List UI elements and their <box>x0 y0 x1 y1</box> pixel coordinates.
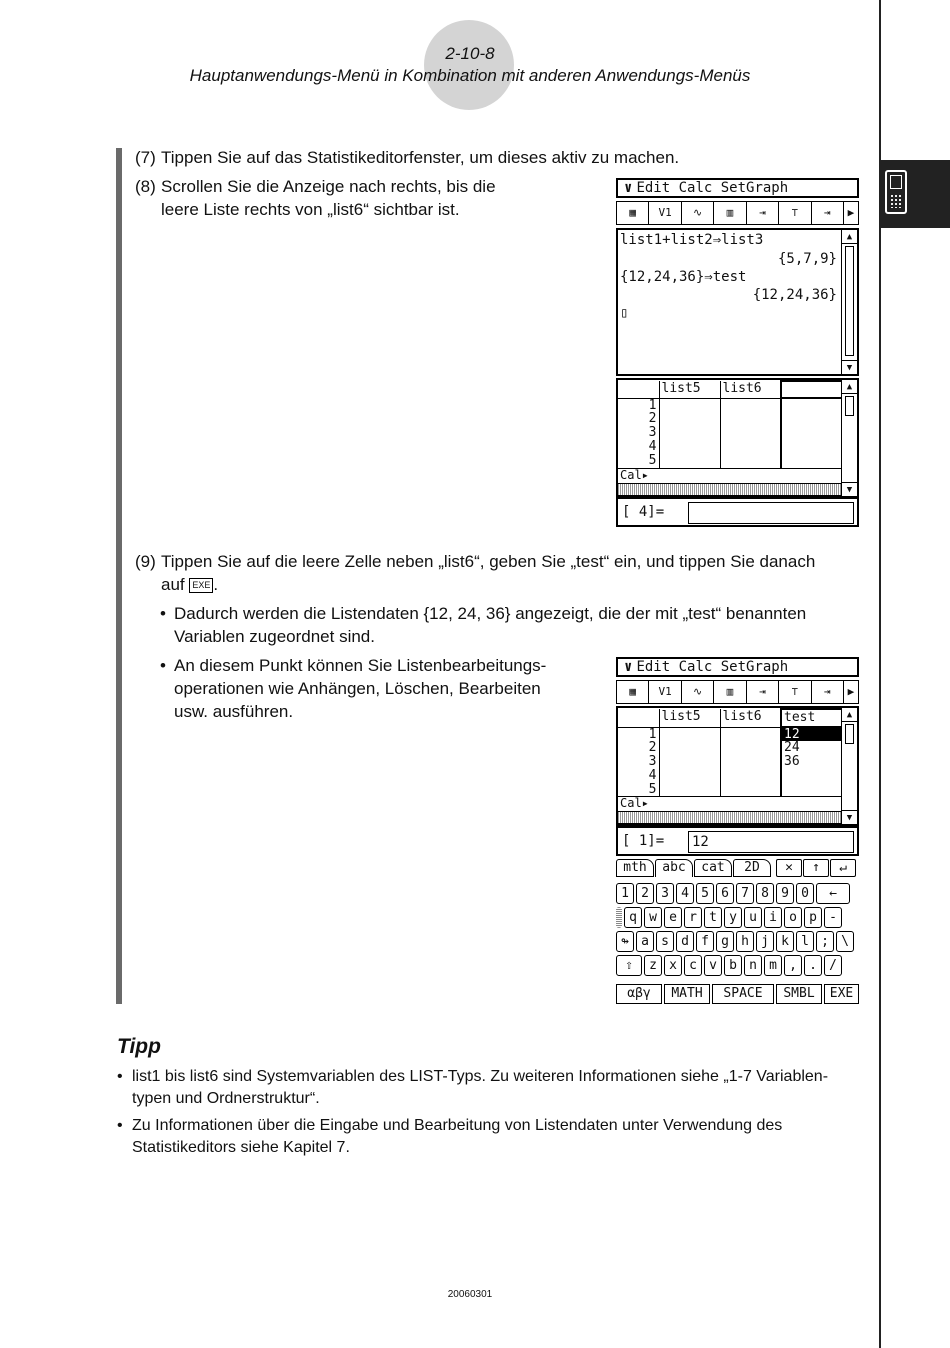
row-number: 1 <box>618 727 659 741</box>
key[interactable]: ↬ <box>616 931 634 952</box>
key[interactable]: q <box>624 907 642 928</box>
key[interactable]: v <box>704 955 722 976</box>
key[interactable]: 5 <box>696 883 714 904</box>
screen1-main-window[interactable] <box>616 228 859 376</box>
tip-2-line2: Statistikeditors siehe Kapitel 7. <box>132 1139 350 1156</box>
key-row-3 <box>616 931 856 952</box>
main-cursor: ▯ <box>620 305 629 321</box>
bullet-2-line2: operationen wie Anhängen, Löschen, Bearbeiten <box>174 679 541 698</box>
tab-abc[interactable]: abc <box>655 859 693 877</box>
step-8-number: (8) <box>135 177 156 196</box>
step-9-line1: Tippen Sie auf die leere Zelle neben „list6“, geben Sie „test“ ein, und tippen Sie danach <box>161 552 816 571</box>
menu-items[interactable]: Edit Calc SetGraph <box>636 659 789 675</box>
step-7-number: (7) <box>135 148 156 167</box>
space-key[interactable]: SPACE <box>712 984 774 1004</box>
key[interactable]: 0 <box>796 883 814 904</box>
exe-key[interactable]: EXE <box>824 984 859 1004</box>
test-cell[interactable]: 24 <box>781 741 842 755</box>
toolbar-conics-icon[interactable]: ∿ <box>682 202 714 224</box>
key[interactable]: 7 <box>736 883 754 904</box>
step-8-line1: Scrollen Sie die Anzeige nach rechts, bis die <box>161 177 496 196</box>
key[interactable]: 8 <box>756 883 774 904</box>
row-number: 5 <box>618 783 659 797</box>
screen2-toolbar <box>616 680 859 704</box>
row-number: 2 <box>618 741 659 755</box>
tip-heading: Tipp <box>117 1035 161 1058</box>
key[interactable]: a <box>636 931 654 952</box>
toolbar-graph-icon[interactable]: ▦ <box>617 202 649 224</box>
page-title: Hauptanwendungs-Menü in Kombination mit anderen Anwendungs-Menüs <box>189 66 751 85</box>
entry-cell-label: [ 1]= <box>622 833 665 849</box>
col-header-list6[interactable]: list6 <box>720 709 781 727</box>
key[interactable]: t <box>704 907 722 928</box>
stat-table <box>618 708 843 797</box>
footer-code: 20060301 <box>447 1289 493 1300</box>
screen1-toolbar <box>616 201 859 225</box>
col-header-list5[interactable]: list5 <box>659 381 720 398</box>
bullet-1-line2: Variablen zugeordnet sind. <box>174 627 375 646</box>
key[interactable]: p <box>804 907 822 928</box>
test-cell[interactable] <box>781 783 842 797</box>
stat-vscroll[interactable] <box>841 380 857 496</box>
screen2-entry-bar <box>616 826 859 856</box>
key[interactable]: k <box>776 931 794 952</box>
key[interactable]: 4 <box>676 883 694 904</box>
header-circle <box>424 20 514 110</box>
key[interactable]: h <box>736 931 754 952</box>
key-row-edge <box>616 907 622 928</box>
scroll-up-icon[interactable]: ▲ <box>842 380 857 394</box>
tip-2-bullet: • <box>117 1117 123 1134</box>
scroll-down-icon[interactable]: ▼ <box>842 360 857 374</box>
toolbar-more-icon[interactable]: ▶ <box>847 206 855 219</box>
key[interactable]: o <box>784 907 802 928</box>
key[interactable]: e <box>664 907 682 928</box>
col-header-list5[interactable]: list5 <box>659 709 720 727</box>
test-cell[interactable]: 36 <box>781 755 842 769</box>
step-9-line2 <box>161 573 218 596</box>
step-9-number: (9) <box>135 552 156 571</box>
key[interactable]: n <box>744 955 762 976</box>
page-number: 2-10-8 <box>445 44 495 63</box>
mode-greek[interactable]: αβγ <box>616 984 662 1004</box>
toolbar-stat-icon[interactable]: ▥ <box>714 202 746 224</box>
bullet-2-symbol: • <box>160 656 166 675</box>
screen2-menubar[interactable] <box>616 657 859 677</box>
toolbar-variables-icon[interactable]: V1 <box>649 202 681 224</box>
key[interactable]: f <box>696 931 714 952</box>
row-number: 4 <box>618 440 659 454</box>
col-header-test[interactable]: test <box>781 709 842 727</box>
shift-icon[interactable]: ⇧ <box>616 955 642 976</box>
step-9-period: . <box>213 575 219 594</box>
enter-icon[interactable]: ↵ <box>830 859 856 877</box>
key[interactable]: 2 <box>636 883 654 904</box>
scroll-down-icon[interactable]: ▼ <box>842 810 857 824</box>
tab-mth[interactable]: mth <box>616 859 654 877</box>
key[interactable]: l <box>796 931 814 952</box>
exe-key-icon: EXE <box>189 578 213 593</box>
key[interactable]: \ <box>836 931 854 952</box>
step-9-auf: auf <box>161 575 185 594</box>
test-cell[interactable] <box>781 769 842 783</box>
key[interactable]: - <box>824 907 842 928</box>
toolbar-move-icon[interactable]: ⇥ <box>747 202 779 224</box>
key[interactable]: c <box>684 955 702 976</box>
screen2-stat-editor[interactable] <box>616 706 859 826</box>
key-row-2 <box>616 907 844 928</box>
mode-symbol[interactable]: SMBL <box>776 984 822 1004</box>
bullet-2-line3: usw. ausführen. <box>174 702 294 721</box>
tip-1-line2: typen und Ordnerstruktur“. <box>132 1090 320 1107</box>
key[interactable]: . <box>804 955 822 976</box>
key[interactable]: / <box>824 955 842 976</box>
key[interactable]: y <box>724 907 742 928</box>
key[interactable]: i <box>764 907 782 928</box>
key[interactable]: 1 <box>616 883 634 904</box>
key[interactable]: m <box>764 955 782 976</box>
stat-hscroll[interactable] <box>618 483 843 496</box>
menu-chevron-icon[interactable]: ∨ <box>624 180 633 196</box>
scroll-down-icon[interactable]: ▼ <box>842 482 857 496</box>
toolbar-stat-icon[interactable]: ▥ <box>714 681 746 703</box>
menu-chevron-icon[interactable]: ∨ <box>624 659 633 675</box>
toolbar-more-icon[interactable]: ▶ <box>847 685 855 698</box>
toolbar-tree-icon[interactable]: ⊤ <box>779 202 811 224</box>
col-header-empty[interactable] <box>781 381 842 398</box>
key[interactable]: j <box>756 931 774 952</box>
calculator-icon <box>885 170 907 214</box>
key[interactable]: ; <box>816 931 834 952</box>
close-icon[interactable]: ✕ <box>776 859 802 877</box>
key[interactable]: 6 <box>716 883 734 904</box>
shift-up-icon[interactable]: ↑ <box>803 859 829 877</box>
key-row-4 <box>616 955 844 976</box>
main-line-3: {12,24,36}⇒test <box>620 269 747 285</box>
tip-1-line1: list1 bis list6 sind Systemvariablen des LIST-Typs. Zu weiteren Informationen siehe „1-7 Variablen- <box>132 1068 829 1085</box>
key[interactable]: 3 <box>656 883 674 904</box>
scroll-up-icon[interactable]: ▲ <box>842 230 857 244</box>
screen1-stat-editor[interactable] <box>616 378 859 498</box>
backspace-icon[interactable]: ← <box>816 883 850 904</box>
entry-input[interactable]: 12 <box>688 831 854 853</box>
mode-math[interactable]: MATH <box>664 984 710 1004</box>
toolbar-variables-icon[interactable]: V1 <box>649 681 681 703</box>
main-line-2: {5,7,9} <box>777 251 837 267</box>
toolbar-graph-icon[interactable]: ▦ <box>617 681 649 703</box>
row-number: 4 <box>618 769 659 783</box>
cal-row-label[interactable]: Cal▸ <box>618 796 843 810</box>
soft-keyboard <box>616 859 861 1009</box>
toolbar-move-icon[interactable]: ⇥ <box>747 681 779 703</box>
keyboard-mode-bar <box>616 984 861 1004</box>
step-7-text: Tippen Sie auf das Statistikeditorfenster, um dieses aktiv zu machen. <box>161 148 680 167</box>
bullet-2-line1: An diesem Punkt können Sie Listenbearbeitungs- <box>174 656 547 675</box>
scroll-thumb[interactable] <box>845 724 854 744</box>
row-number: 1 <box>618 398 659 412</box>
row-number: 3 <box>618 755 659 769</box>
scroll-thumb[interactable] <box>845 246 854 356</box>
screen1-entry-bar <box>616 497 859 527</box>
step-sidebar-bar <box>116 148 122 1004</box>
key[interactable]: g <box>716 931 734 952</box>
key[interactable]: , <box>784 955 802 976</box>
row-number: 3 <box>618 426 659 440</box>
step-8-line2: leere Liste rechts von „list6“ sichtbar ist. <box>161 200 460 219</box>
screen1-menubar[interactable] <box>616 178 859 198</box>
toolbar-send-icon[interactable]: ⇥ <box>812 681 844 703</box>
keyboard-tabs <box>616 859 861 877</box>
key[interactable]: z <box>644 955 662 976</box>
row-number: 2 <box>618 412 659 426</box>
row-number: 5 <box>618 454 659 468</box>
toolbar-conics-icon[interactable]: ∿ <box>682 681 714 703</box>
key[interactable]: 9 <box>776 883 794 904</box>
key[interactable]: x <box>664 955 682 976</box>
stat-table <box>618 380 843 468</box>
key[interactable]: r <box>684 907 702 928</box>
main-vscroll[interactable] <box>841 230 857 374</box>
tip-2-line1: Zu Informationen über die Eingabe und Bearbeitung von Listendaten unter Verwendung des <box>132 1117 783 1134</box>
stat-vscroll[interactable] <box>841 708 857 824</box>
main-line-1: list1+list2⇒list3 <box>620 232 764 248</box>
key[interactable]: w <box>644 907 662 928</box>
key-row-1 <box>616 883 852 904</box>
key[interactable]: u <box>744 907 762 928</box>
key[interactable]: b <box>724 955 742 976</box>
entry-cell-label: [ 4]= <box>622 504 665 520</box>
stat-hscroll[interactable] <box>618 811 843 824</box>
bullet-1-line1: Dadurch werden die Listendaten {12, 24, 36} angezeigt, die der mit „test“ benannten <box>174 604 807 623</box>
tab-cat[interactable]: cat <box>694 859 732 877</box>
scroll-up-icon[interactable]: ▲ <box>842 708 857 722</box>
scroll-thumb[interactable] <box>845 396 854 416</box>
key[interactable]: s <box>656 931 674 952</box>
bullet-1-symbol: • <box>160 604 166 623</box>
test-cell-selected[interactable]: 12 <box>781 727 842 741</box>
main-line-4: {12,24,36} <box>752 287 837 303</box>
col-header-list6[interactable]: list6 <box>720 381 781 398</box>
menu-items[interactable]: Edit Calc SetGraph <box>636 180 789 196</box>
entry-input[interactable] <box>688 502 854 524</box>
tab-2d[interactable]: 2D <box>733 859 771 877</box>
toolbar-send-icon[interactable]: ⇥ <box>812 202 844 224</box>
toolbar-tree-icon[interactable]: ⊤ <box>779 681 811 703</box>
cal-row-label[interactable]: Cal▸ <box>618 468 843 482</box>
key[interactable]: d <box>676 931 694 952</box>
tip-1-bullet: • <box>117 1068 123 1085</box>
